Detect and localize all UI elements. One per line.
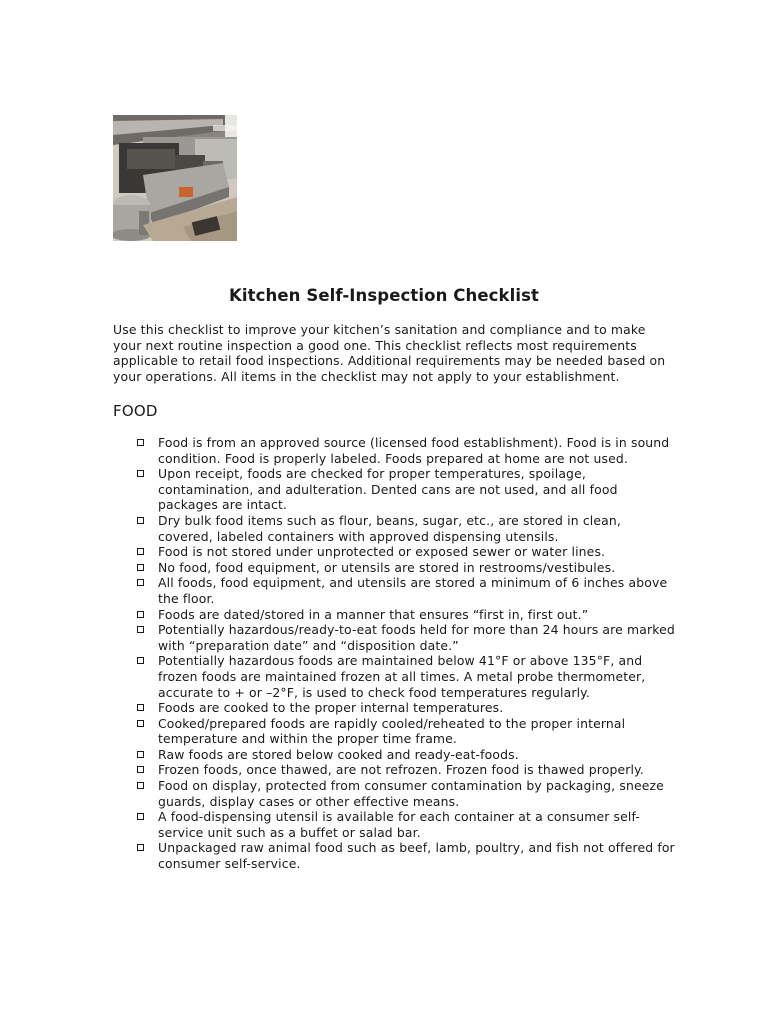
checkbox-bullet-icon [137,844,144,851]
kitchen-photo [113,115,237,241]
checklist-item [136,653,676,700]
checkbox-bullet-icon [137,439,144,446]
checklist-item-text: Food is not stored under unprotected or exposed sewer or water lines. [158,544,606,560]
checklist-item-text: All foods, food equipment, and utensils are stored a minimum of 6 inches above the floor. [158,575,668,606]
checklist-item-text: Cooked/prepared foods are rapidly cooled/reheated to the proper internal temperature and within the proper time frame. [158,715,626,747]
checklist-item [136,544,676,560]
checklist-item [136,778,676,809]
checkbox-bullet-icon [137,517,144,524]
checklist-item [136,513,676,544]
checkbox-bullet-icon [137,579,144,586]
checklist-item-text: Raw foods are stored below cooked and ready-eat-foods. [158,746,519,762]
checklist-item [136,466,676,513]
checkbox-bullet-icon [137,548,144,555]
checkbox-bullet-icon [137,611,144,618]
checklist-item [136,560,676,576]
checklist-item [136,607,676,623]
food-checklist [136,435,676,872]
checklist-item [136,700,676,716]
checklist-item [136,762,676,778]
checklist-item-text: Unpackaged raw animal food such as beef, lamb, poultry, and fish not offered for consumer self-service. [158,840,675,872]
checkbox-bullet-icon [137,564,144,571]
checklist-item-text: Food on display, protected from consumer contamination by packaging, sneeze guards, display cases or other effective means. [158,778,664,809]
intro-paragraph: Use this checklist to improve your kitchen’s sanitation and compliance and to make your next routine inspection a good one. This checklist reflects most requirements applicable to retail food inspections. Additional requirements may be needed based on your operations. All items in the checklist may not apply to your establishment. [113,322,666,384]
checklist-item-text: Potentially hazardous/ready-to-eat foods held for more than 24 hours are marked with “preparation date” and “disposition date.” [158,622,675,653]
checklist-item-text: No food, food equipment, or utensils are stored in restrooms/vestibules. [158,559,616,575]
checklist-item [136,840,676,871]
checklist-item-text: Frozen foods, once thawed, are not refrozen. Frozen food is thawed properly. [158,762,644,778]
checkbox-bullet-icon [137,657,144,664]
checklist-item-text: Upon receipt, foods are checked for proper temperatures, spoilage, contamination, and adulteration. Dented cans are not used, and all food packages are intact. [158,466,618,513]
checklist-item-text: Foods are dated/stored in a manner that ensures “first in, first out.” [158,606,589,622]
section-heading-food: FOOD [113,402,158,420]
checklist-item [136,747,676,763]
checklist-item [136,435,676,466]
checklist-item-text: Dry bulk food items such as flour, beans, sugar, etc., are stored in clean, covered, labeled containers with approved dispensing utensils. [158,512,621,544]
checklist-item-text: Food is from an approved source (licensed food establishment). Food is in sound condition. Food is properly labeled. Foods prepared at home are not used. [158,435,670,466]
checklist-item [136,575,676,606]
checkbox-bullet-icon [137,626,144,633]
checkbox-bullet-icon [137,782,144,789]
checkbox-bullet-icon [137,813,144,820]
checklist-item-text: Potentially hazardous foods are maintained below 41°F or above 135°F, and frozen foods are maintained frozen at all times. A metal probe thermometer, accurate to + or –2°F, is used to check food temperatures regularly. [158,653,646,700]
checklist-item [136,622,676,653]
checkbox-bullet-icon [137,720,144,727]
document-title: Kitchen Self-Inspection Checklist [229,286,539,305]
checkbox-bullet-icon [137,766,144,773]
checklist-item [136,809,676,840]
checklist-item-text: Foods are cooked to the proper internal temperatures. [158,700,504,716]
checklist-item-text: A food-dispensing utensil is available for each container at a consumer self-service unit such as a buffet or salad bar. [158,809,640,840]
checklist-item [136,716,676,747]
checkbox-bullet-icon [137,704,144,711]
checkbox-bullet-icon [137,470,144,477]
checkbox-bullet-icon [137,751,144,758]
